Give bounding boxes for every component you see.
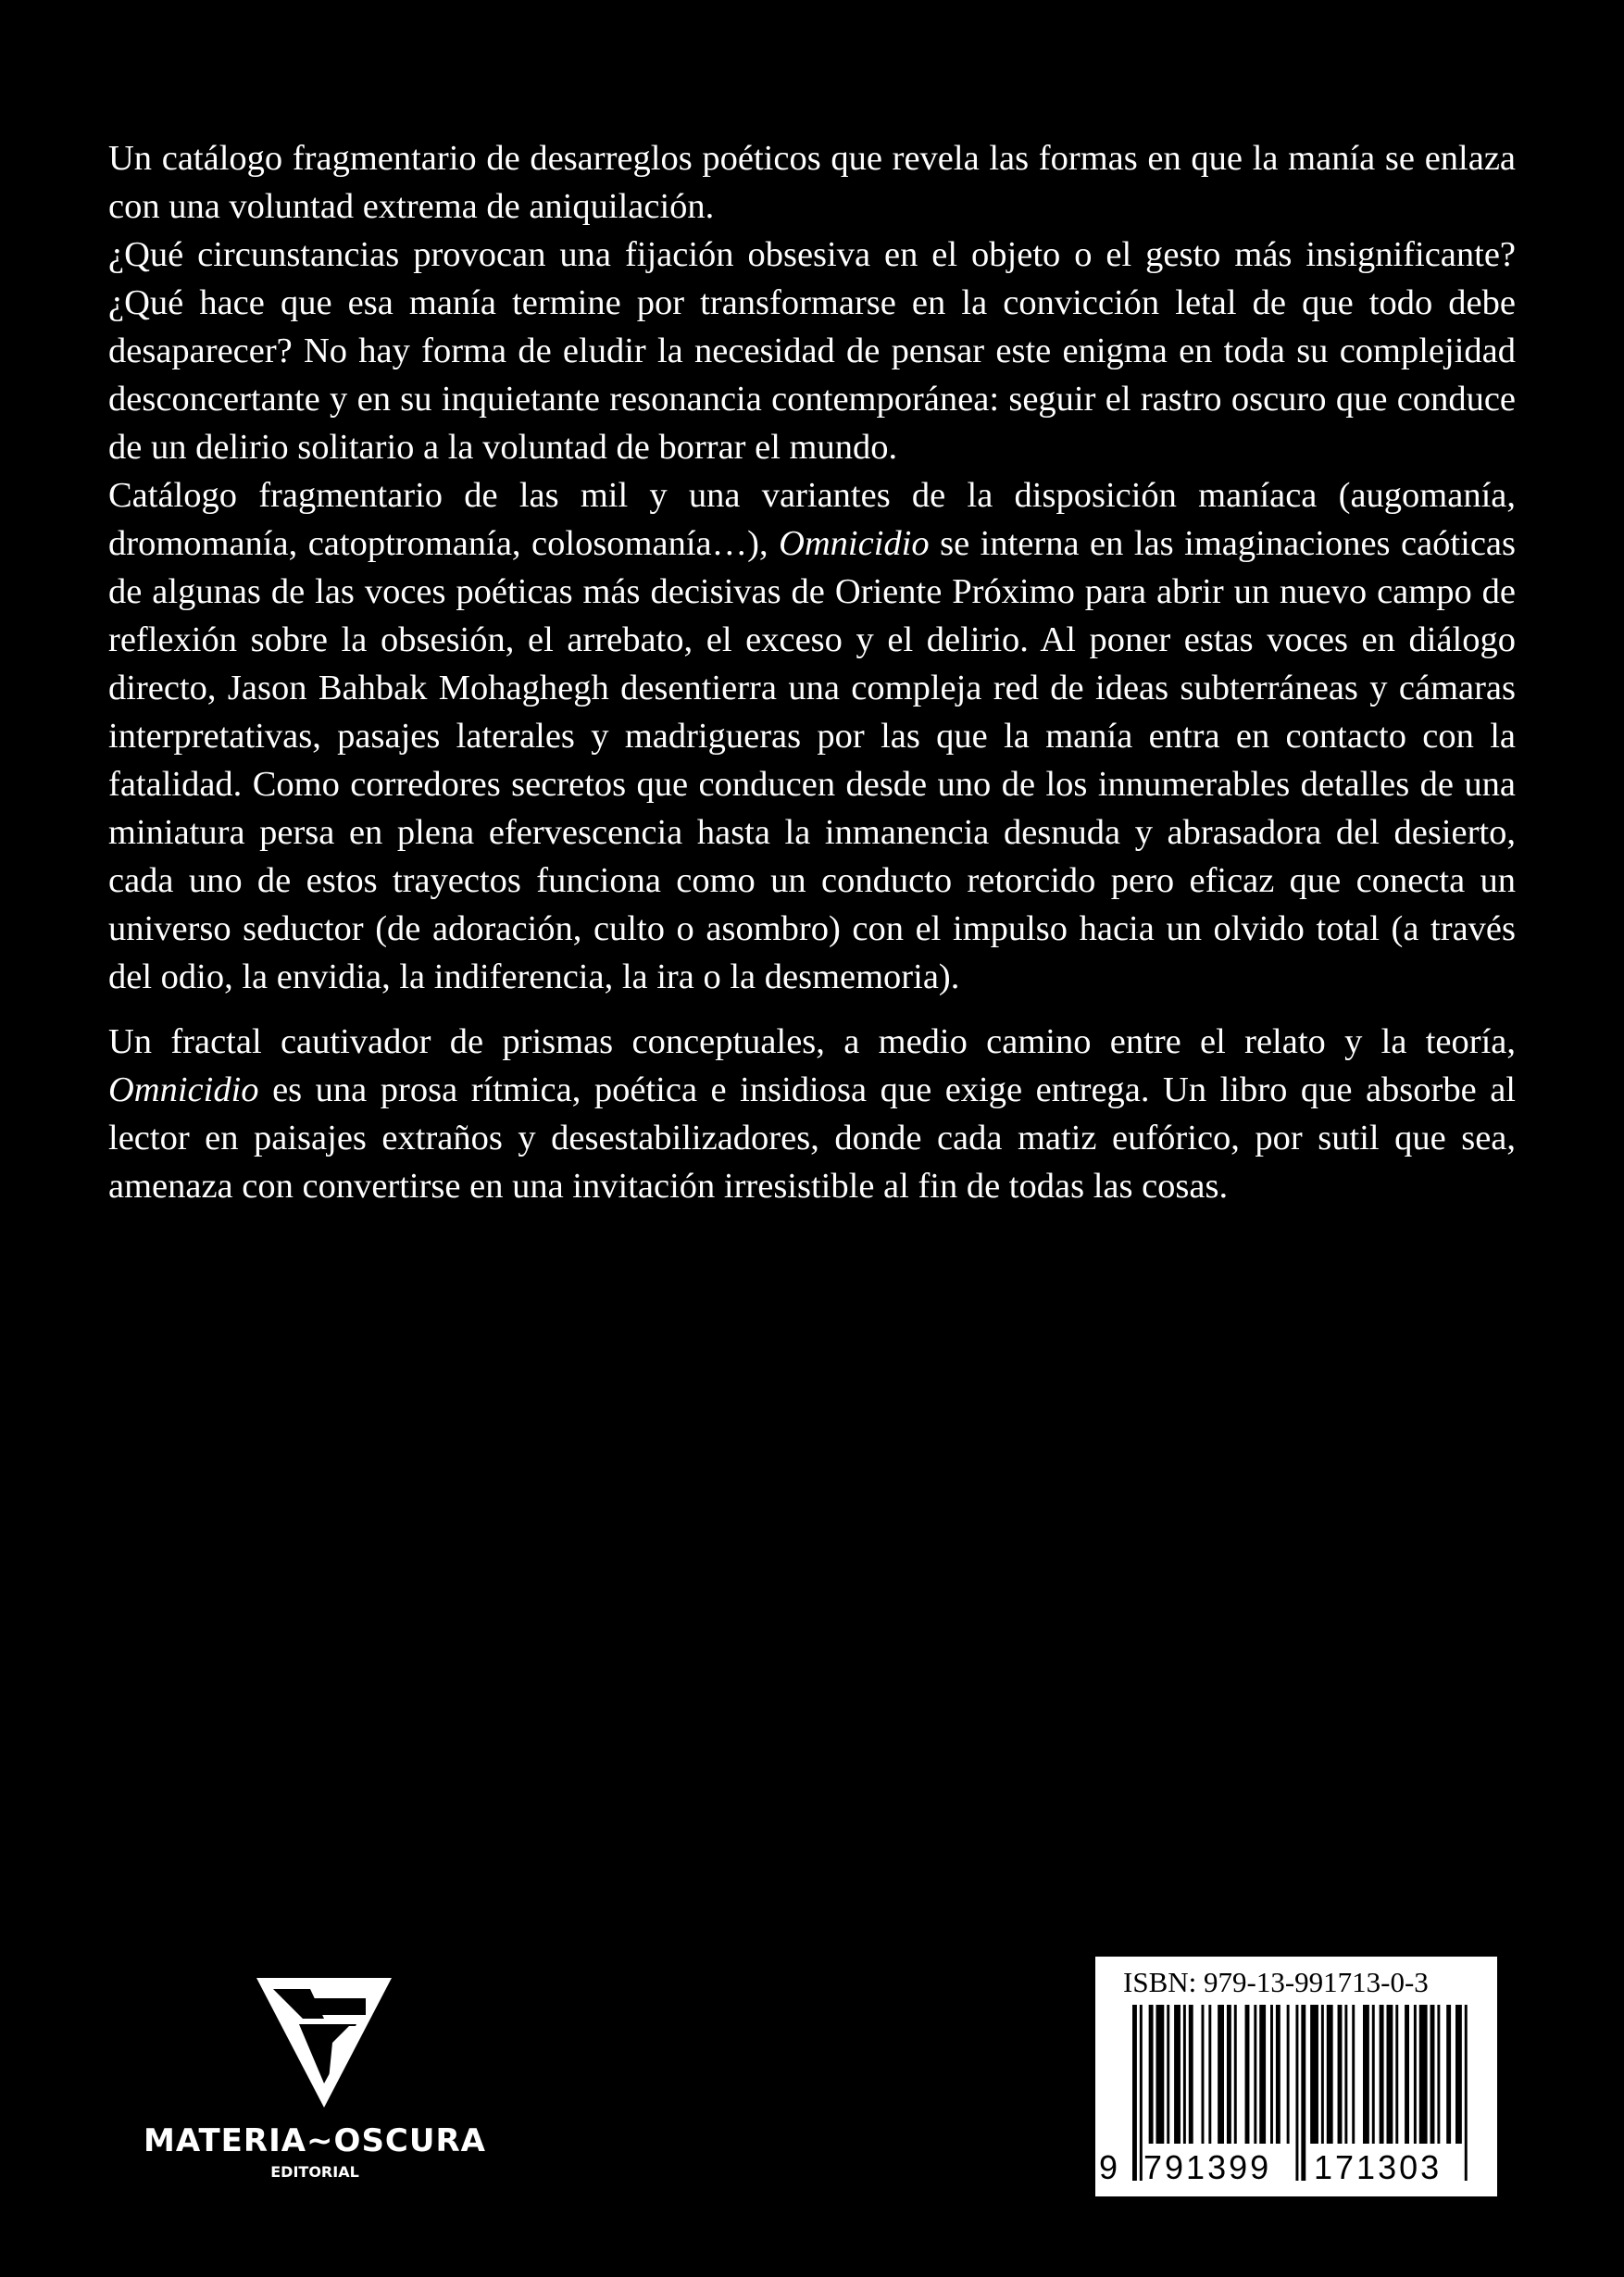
barcode-bar [1276,2005,1280,2144]
barcode-bar [1174,2005,1181,2144]
barcode-bar [1405,2005,1409,2144]
barcode-bar [1338,2005,1343,2144]
barcode-bar [1218,2005,1224,2144]
barcode-bar [1395,2005,1398,2144]
barcode-bar [1414,2005,1417,2144]
blurb-paragraph-3 [108,471,1516,1001]
book-title-italic: Omnicidio [108,1070,259,1109]
blurb-paragraph-3-body: se interna en las imaginaciones caóticas de algunas de las voces poéticas más decisivas de Oriente Próximo para abrir un nuevo campo de reflexión sobre la obsesión, el arrebato, el exceso y el delirio. Al poner estas voces en diálogo directo, Jason Bahbak Mohaghegh desentierra una compleja red de ideas subterráneas y cámaras interpretativas, pasajes laterales y madrigueras por las que la manía entra en contacto con la fatalidad. Como corredores secretos que conducen desde uno de los innumerables detalles de una miniatura persa en plena efervescencia hasta la inmanencia desnuda y abrasadora del desierto, cada uno de estos trayectos funciona como un conducto retorcido pero eficaz que conecta un universo seductor (de adoración, culto o asombro) con el impulso hacia un olvido total (a través del odio, la envidia, la indiferencia, la ira o la desmemoria). [108,524,1516,996]
barcode-digits-right: 171303 [1314,2148,1443,2186]
barcode-digits-left: 791399 [1143,2148,1272,2186]
barcode-bar [1183,2005,1186,2144]
barcode-bar [1202,2005,1205,2144]
barcode-bar [1301,2005,1305,2181]
barcode-bar [1149,2005,1154,2144]
barcode-bar [1372,2005,1375,2144]
barcode-bar [1327,2005,1333,2144]
blurb-paragraph-4-body: es una prosa rítmica, poética e insidiosa que exige entrega. Un libro que absorbe al lector en paisajes extraños y desestabilizadores, donde cada matiz eufórico, por sutil que sea, amenaza con convertirse en una invitación irresistible al fin de todas las cosas. [108,1070,1516,1206]
barcode-bar [1437,2005,1440,2144]
barcode-bar [1156,2005,1165,2144]
barcode-bar [1352,2005,1355,2144]
publisher-subtitle: EDITORIAL [270,2163,359,2181]
barcode-bar [1419,2005,1428,2144]
barcode-bar [1380,2005,1384,2144]
publisher-logo [111,1970,518,2193]
barcode-bar [1446,2005,1451,2144]
barcode-bar [1455,2005,1462,2144]
barcode-bar [1287,2005,1290,2144]
barcode-bar [1363,2005,1369,2144]
barcode-bar [1310,2005,1318,2144]
barcode-bar [1387,2005,1393,2144]
barcode-bar [1132,2005,1137,2181]
isbn-label: ISBN: 979-13-991713-0-3 [1123,1966,1429,1998]
barcode-bar [1189,2005,1193,2144]
barcode-bar [1167,2005,1169,2144]
blurb-paragraph-3-intro: Catálogo fragmentario de las mil y una variantes de la disposición maníaca (augomanía, dromomanía, catoptromanía, colosomanía…), [108,476,1516,563]
publisher-name: MATERIA~OSCURA [143,2122,486,2159]
barcode-bar [1465,2005,1468,2181]
barcode-bar [1344,2005,1347,2144]
book-title-italic: Omnicidio [779,524,930,563]
barcode-bar [1295,2005,1298,2181]
back-cover-blurb [108,134,1516,1210]
barcode-bar [1259,2005,1266,2144]
barcode-bar [1234,2005,1237,2144]
blurb-paragraph-2: ¿Qué circunstancias provocan una fijación obsesiva en el objeto o el gesto más insignificante? ¿Qué hace que esa manía termine por transformarse en la convicción letal de que todo debe desaparecer? No hay forma de eludir la necesidad de pensar este enigma en toda su complejidad desconcertante y en su inquietante resonancia contemporánea: seguir el rastro oscuro que conduce de un delirio solitario a la voluntad de borrar el mundo. [108,235,1516,467]
isbn-barcode [1093,1954,1500,2199]
blurb-paragraph-4 [108,1018,1516,1210]
barcode-digit-first: 9 [1099,2148,1118,2186]
barcode-bar [1430,2005,1435,2144]
triangle-logo-icon [255,1970,394,2109]
barcode-bar [1245,2005,1250,2144]
blurb-paragraph-1: Un catálogo fragmentario de desarreglos poéticos que revela las formas en que la manía se enlaza con una voluntad extrema de aniquilación. [108,139,1516,226]
blurb-paragraph-4-intro: Un fractal cautivador de prismas conceptuales, a medio camino entre el relato y la teoría, [108,1022,1516,1061]
barcode-bar [1140,2005,1143,2181]
barcode-bar [1208,2005,1211,2144]
barcode-bar [1227,2005,1231,2144]
barcode-bar [1321,2005,1324,2144]
barcode-bar [1254,2005,1256,2144]
barcode-bar [1270,2005,1273,2144]
